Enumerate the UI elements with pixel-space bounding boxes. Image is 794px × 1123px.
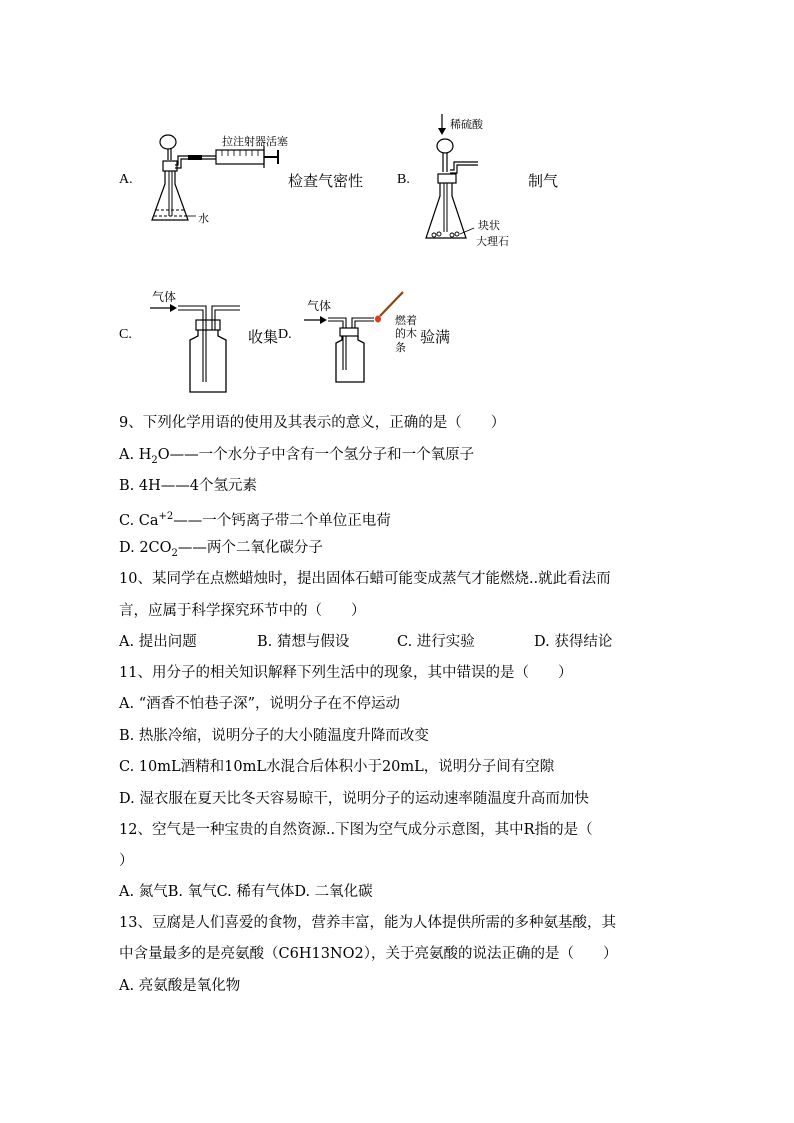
q9-option-c: C. $Ca^{+2}——$一个钙离子带二个单位正电荷	[119, 511, 391, 529]
stone-label-1: 块状	[478, 219, 500, 232]
option-d-letter: D.	[278, 327, 292, 342]
stick-label-2: 的木	[395, 327, 417, 340]
right-arrow-icon	[170, 304, 177, 312]
gas-bottle	[336, 336, 364, 382]
gas-label-d: 气体	[307, 299, 332, 313]
conical-flask	[152, 171, 188, 220]
q12-stem-line-1: 12、空气是一种宝贵的自然资源..下图为空气成分示意图，其中R指的是（	[119, 822, 593, 838]
acid-label: 稀硫酸	[450, 118, 483, 131]
option-c-caption: 收集	[248, 328, 279, 346]
water-label: 水	[198, 212, 209, 225]
q9-stem: 9、下列化学用语的使用及其表示的意义，正确的是（ ）	[119, 415, 506, 431]
q9-option-d: D. $2CO_2——$两个二氧化碳分子	[119, 540, 323, 559]
rubber-tube	[188, 155, 202, 160]
option-a-letter: A.	[119, 172, 133, 187]
stopper	[163, 161, 177, 171]
funnel-bulb	[160, 135, 176, 149]
q13-stem-line-2: 中含量最多的是亮氨酸（C6H13NO2），关于亮氨酸的说法正确的是（ ）	[119, 946, 618, 962]
q10-stem-line-2: 言，应属于科学探究环节中的（ ）	[119, 603, 366, 619]
option-c-letter: C.	[119, 327, 132, 342]
gas-collection-figure	[148, 296, 248, 396]
q10-option-b: B. 猜想与假设	[257, 634, 350, 650]
q10-stem-line-1: 10、某同学在点燃蜡烛时，提出固体石蜡可能变成蒸气才能燃烧..就此看法而	[119, 571, 611, 587]
right-arrow-icon	[320, 316, 327, 324]
gas-bottle	[190, 330, 226, 392]
q11-option-b: B. 热胀冷缩，说明分子的大小随温度升降而改变	[119, 728, 429, 744]
down-arrow-icon	[438, 128, 446, 135]
conical-flask	[426, 183, 466, 238]
option-b-letter: B.	[397, 172, 410, 187]
q11-option-a: A. “酒香不怕巷子深”，说明分子在不停运动	[119, 696, 401, 712]
marble-chips	[432, 232, 459, 237]
gas-label-c: 气体	[152, 290, 177, 304]
q11-stem: 11、用分子的相关知识解释下列生活中的现象，其中错误的是（ ）	[119, 665, 573, 681]
q13-option-a: A. 亮氨酸是氧化物	[119, 978, 241, 994]
option-a-caption: 检查气密性	[288, 172, 364, 190]
stone-label-2: 大理石	[476, 235, 509, 248]
q13-stem-line-1: 13、豆腐是人们喜爱的食物，营养丰富，能为人体提供所需的多种氨基酸，其	[119, 915, 616, 931]
q10-option-d: D. 获得结论	[534, 634, 613, 650]
stick-label-1: 燃着	[395, 314, 417, 327]
q12-options: A. 氮气B. 氧气C. 稀有气体D. 二氧化碳	[119, 884, 373, 900]
q10-option-a: A. 提出问题	[119, 634, 197, 650]
q10-option-c: C. 进行实验	[397, 634, 475, 650]
q11-option-c: C. 10mL酒精和10mL水混合后体积小于20mL，说明分子间有空隙	[119, 759, 555, 775]
stick-label-3: 条	[395, 341, 406, 354]
syringe-label: 拉注射器活塞	[222, 135, 288, 148]
q9-option-a: A. $H_2O——$一个水分子中含有一个氢分子和一个氧原子	[119, 447, 475, 466]
q9-option-b: B. 4H——4个氢元素	[119, 478, 257, 494]
flame-icon	[375, 316, 381, 323]
option-d-caption: 验满	[420, 328, 451, 346]
option-b-caption: 制气	[528, 172, 559, 190]
q12-stem-line-2: ）	[119, 853, 134, 869]
q11-option-d: D. 湿衣服在夏天比冬天容易晾干，说明分子的运动速率随温度升高而加快	[119, 791, 589, 807]
